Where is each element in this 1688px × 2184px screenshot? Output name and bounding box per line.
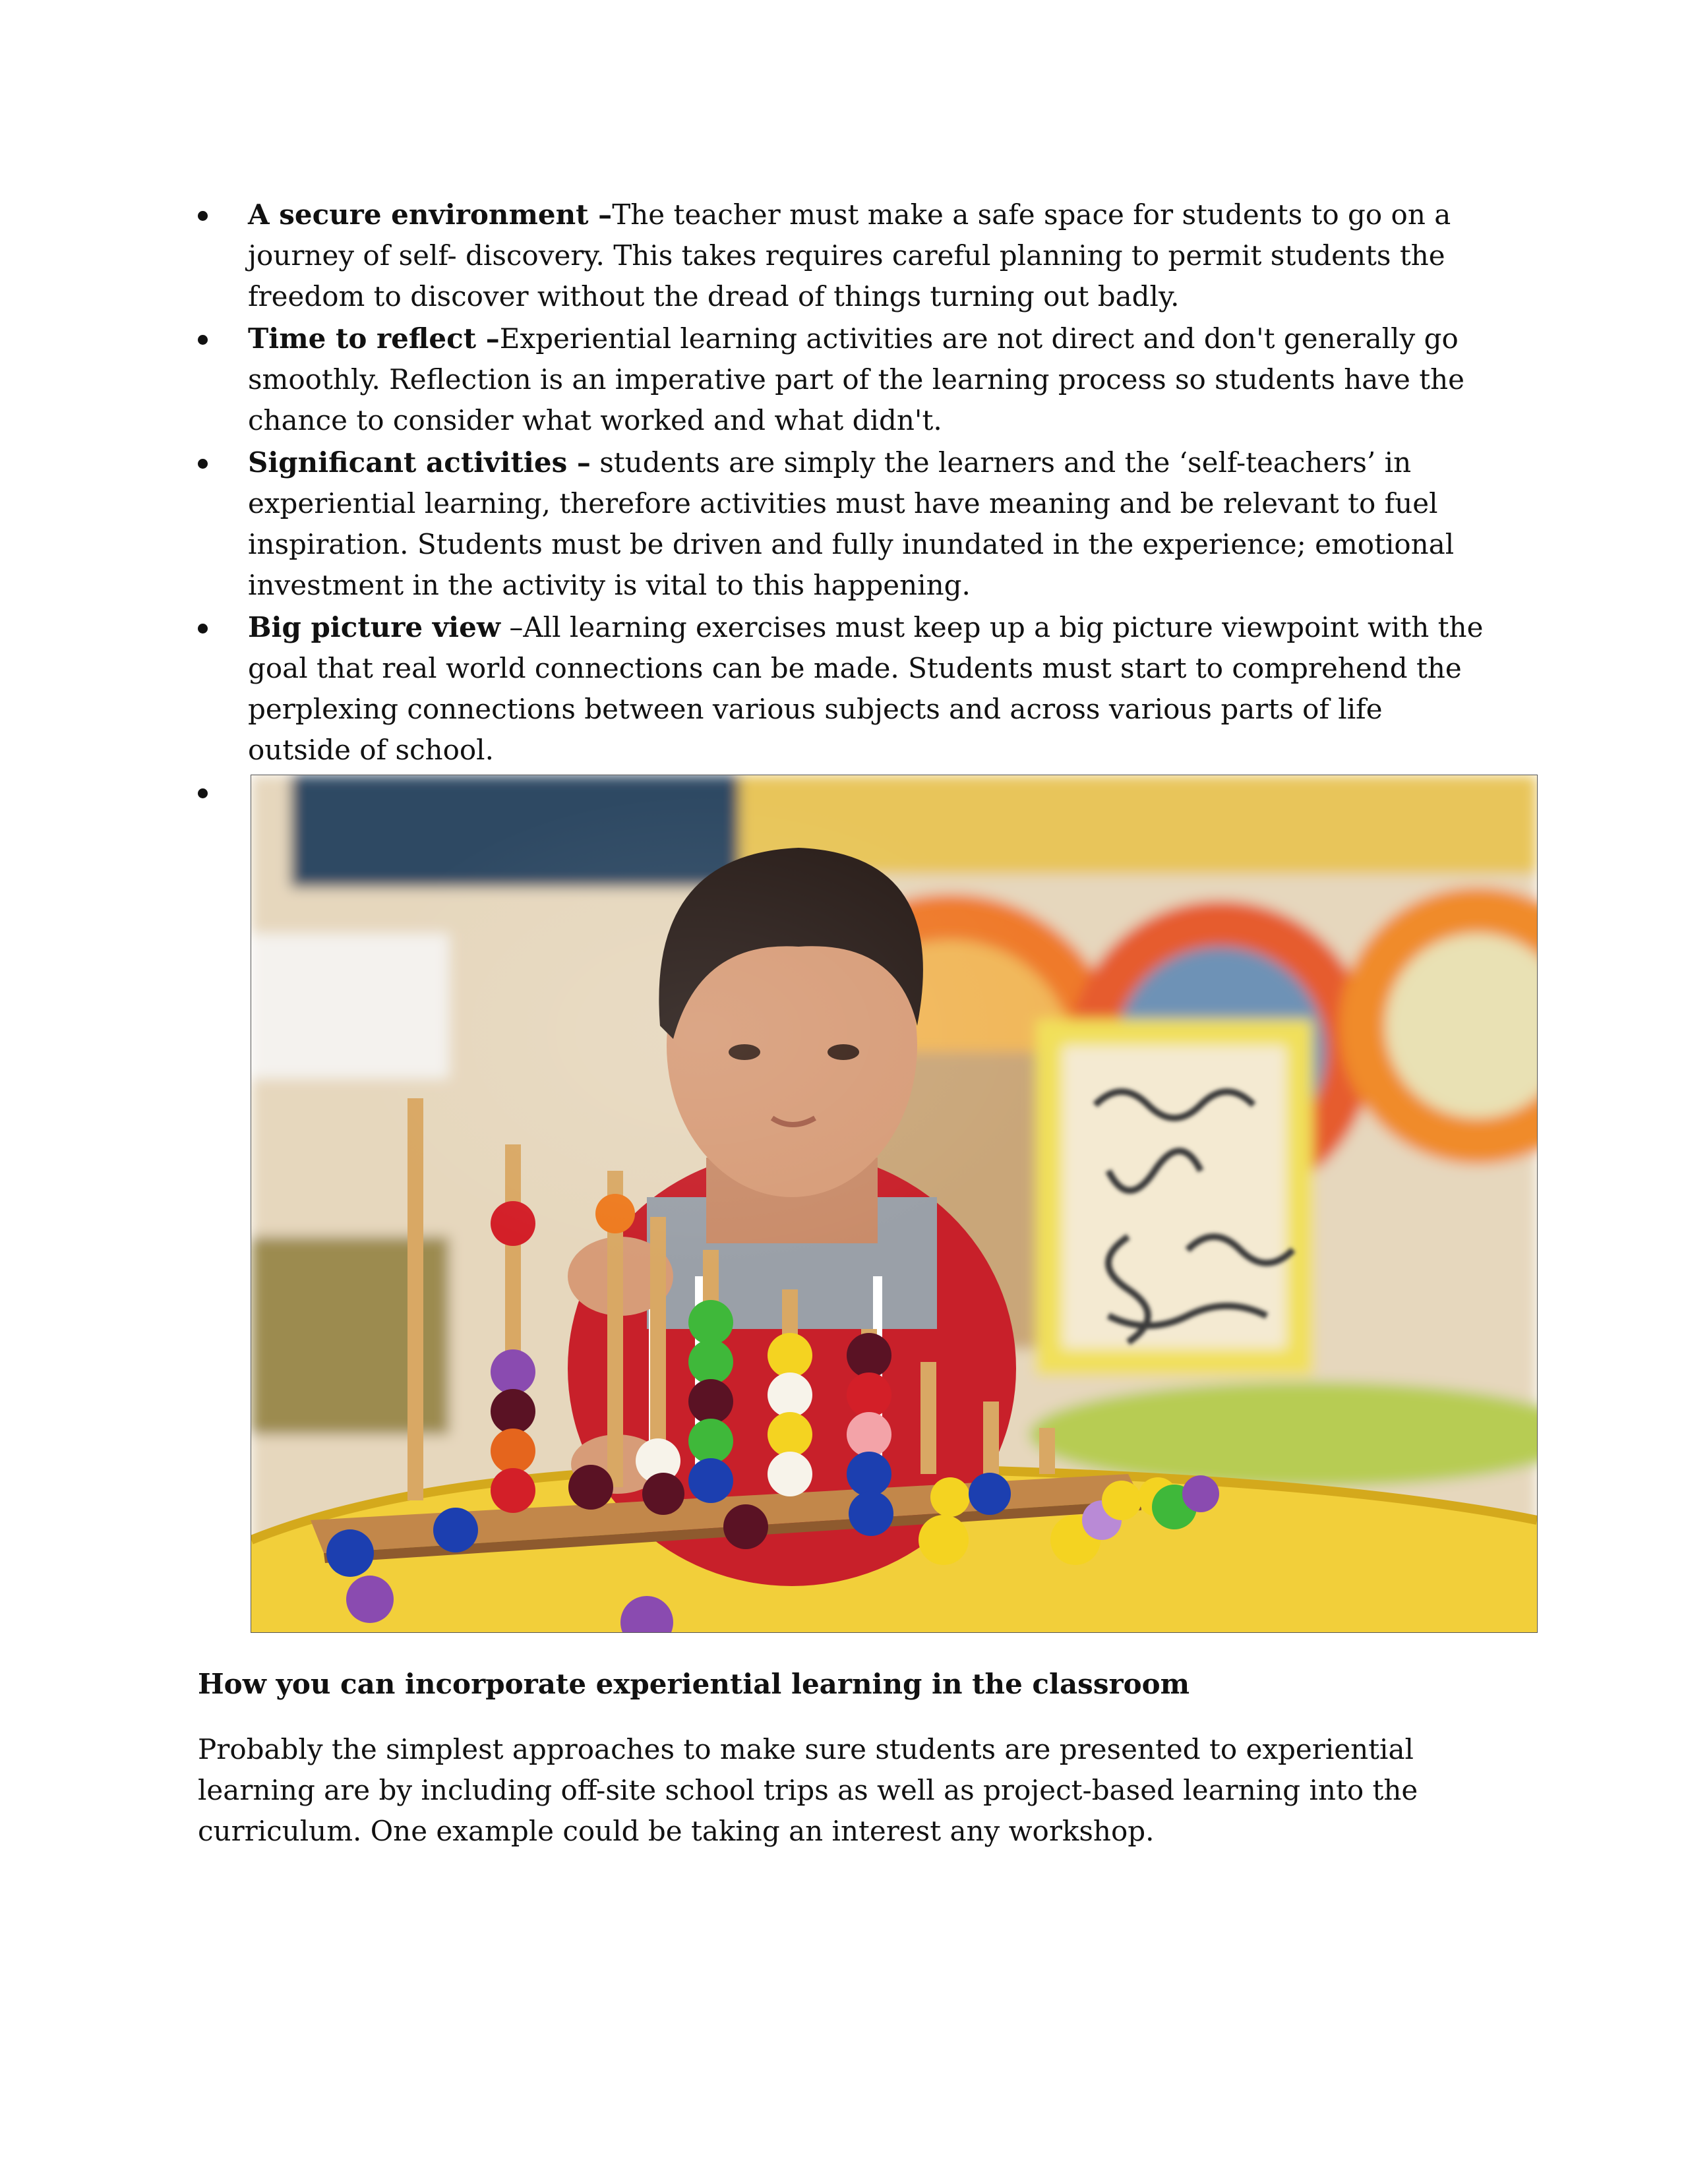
- section-heading: How you can incorporate experiential learning in the classroom: [198, 1668, 1190, 1700]
- bullet-icon: [198, 788, 208, 798]
- bullet-list: [198, 194, 1490, 814]
- bullet-text: students are simply the learners and the ‘self-teachers’ in experiential learning, therefore activities must have meaning and be relevant to fuel inspiration. Students must be driven and fully inundated in the experience; emotional investment in the activity is vital to this happening.: [248, 446, 1455, 601]
- bullet-term: Big picture view: [248, 611, 500, 643]
- bullet-icon: [198, 335, 208, 345]
- bullet-text: The teacher must make a safe space for students to go on a journey of self- discovery. This takes requires careful planning to permit students the freedom to discover without the dread of things turning out badly.: [248, 198, 1451, 312]
- list-item: [198, 194, 1490, 317]
- bullet-term: Time to reflect –: [248, 322, 500, 355]
- classroom-photo: [251, 775, 1538, 1633]
- body-paragraph: Probably the simplest approaches to make sure students are presented to experiential learning are by including off-site school trips as well as project-based learning into the curriculum. One example could be taking an interest any workshop.: [198, 1733, 1418, 1847]
- bullet-icon: [198, 624, 208, 634]
- bullet-text: –All learning exercises must keep up a big picture viewpoint with the goal that real world connections can be made. Students must start to comprehend the perplexing connections between various subjects and across various parts of life outside of school.: [248, 611, 1484, 766]
- list-item: [198, 442, 1490, 606]
- bullet-icon: [198, 459, 208, 469]
- bullet-icon: [198, 211, 208, 221]
- bullet-term: A secure environment –: [248, 198, 613, 231]
- bullet-term: Significant activities –: [248, 446, 591, 479]
- list-item: [198, 318, 1490, 441]
- list-item: [198, 607, 1490, 771]
- bullet-text: Experiential learning activities are not direct and don't generally go smoothly. Reflection is an imperative part of the learning process so students have the chance to consider what worked and what didn't.: [248, 322, 1465, 436]
